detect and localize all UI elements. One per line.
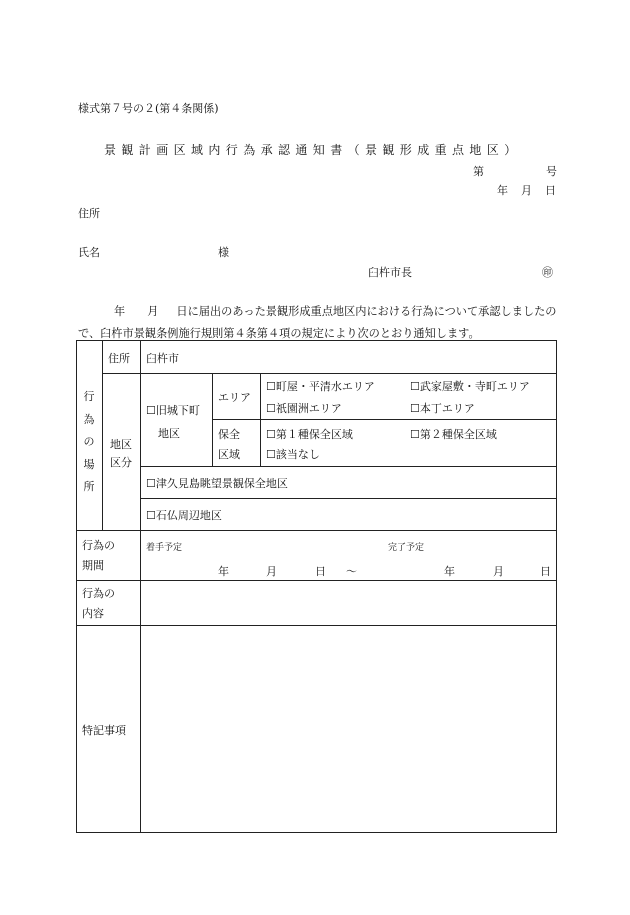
location-address-label: 住所	[108, 352, 130, 365]
end-year: 年	[444, 565, 455, 578]
issue-date-day: 日	[545, 184, 556, 197]
checkbox-icon[interactable]	[410, 402, 420, 415]
location-header-char: 為	[83, 412, 95, 426]
checkbox-icon[interactable]	[146, 509, 156, 522]
old-castle-label: 旧城下町	[155, 404, 200, 417]
checkbox-icon[interactable]	[146, 477, 156, 490]
sekibutsu-checkbox[interactable]	[146, 507, 222, 523]
start-day: 日	[315, 565, 326, 578]
district-label	[110, 436, 132, 472]
recipient-name-label: 氏名	[78, 246, 100, 259]
recipient-honorific: 様	[218, 246, 229, 259]
recipient-address-label: 住所	[78, 207, 100, 220]
preservation-option-1[interactable]	[266, 426, 353, 442]
notes-label: 特記事項	[82, 724, 126, 737]
start-label: 着手予定	[146, 543, 183, 553]
checkbox-icon[interactable]	[266, 428, 276, 441]
content-label	[82, 584, 115, 624]
preservation-option-2[interactable]	[410, 426, 497, 442]
area-option-bukeyashiki[interactable]	[410, 378, 530, 394]
grid-line	[140, 466, 557, 467]
grid-line	[102, 340, 103, 530]
area-option-label: 祇園洲エリア	[275, 402, 342, 415]
location-header-char: の	[83, 435, 95, 448]
tsukumi-label: 津久見島眺望景観保全地区	[155, 477, 288, 490]
old-castle-label-2: 地区	[158, 427, 180, 440]
period-tilde: ～	[346, 565, 357, 578]
end-month: 月	[493, 565, 504, 578]
preservation-label-line: 区域	[218, 448, 240, 461]
form-id: 様式第７号の２(第４条関係)	[78, 102, 219, 115]
start-year: 年	[218, 565, 229, 578]
area-option-gionsu[interactable]	[266, 400, 342, 416]
checkbox-icon[interactable]	[410, 428, 420, 441]
preservation-label-line: 保全	[218, 428, 240, 441]
preservation-option-label: 該当なし	[275, 448, 320, 461]
location-header-char: 場	[83, 457, 95, 471]
grid-line	[140, 498, 557, 499]
body-text: 日に届出のあった景観形成重点地区内における行為について承認しましたので、臼杵市景観条例施行規則第４条第４項の規定により次のとおり通知します。	[78, 305, 557, 340]
checkbox-icon[interactable]	[410, 380, 420, 393]
preservation-label	[218, 425, 240, 465]
grid-line	[76, 530, 557, 531]
area-option-label: 本丁エリア	[419, 402, 475, 415]
table-border-bottom	[76, 832, 557, 833]
document-title: 景観計画区域内行為承認通知書（景観形成重点地区）	[104, 143, 522, 157]
location-header-char: 所	[83, 480, 95, 493]
tsukumi-checkbox[interactable]	[146, 475, 288, 491]
period-label-line: 行為の	[82, 539, 115, 552]
location-header	[82, 386, 96, 499]
issuer-title: 臼杵市長	[368, 266, 412, 279]
preservation-option-none[interactable]	[266, 446, 320, 462]
table-border-right	[556, 340, 557, 833]
body-year: 年	[114, 305, 126, 318]
notes-field[interactable]	[141, 626, 555, 831]
table-border-left	[76, 340, 77, 833]
issue-date-month: 月	[521, 184, 532, 197]
start-month: 月	[266, 565, 277, 578]
number-suffix: 号	[546, 165, 557, 178]
checkbox-icon[interactable]	[266, 402, 276, 415]
seal-mark: ㊞	[542, 266, 553, 279]
body-month: 月	[147, 305, 159, 318]
period-label-line: 期間	[82, 559, 104, 572]
content-field[interactable]	[141, 581, 555, 624]
grid-line	[212, 419, 557, 420]
grid-line	[102, 373, 557, 374]
location-address-value: 臼杵市	[146, 352, 179, 365]
area-option-honcho[interactable]	[410, 400, 475, 416]
notice-body	[78, 301, 558, 345]
district-label-line: 区分	[110, 456, 132, 469]
old-castle-checkbox[interactable]	[146, 402, 200, 418]
checkbox-icon[interactable]	[146, 404, 156, 417]
area-label: エリア	[218, 391, 251, 404]
table-border-top	[76, 340, 557, 341]
end-label: 完了予定	[388, 543, 425, 553]
issue-date-year: 年	[497, 184, 508, 197]
period-label	[82, 536, 115, 576]
area-option-machiya[interactable]	[266, 378, 375, 394]
content-label-line: 行為の	[82, 587, 115, 600]
district-label-line: 地区	[110, 438, 132, 451]
preservation-option-label: 第１種保全区域	[275, 428, 353, 441]
area-option-label: 武家屋敷・寺町エリア	[419, 380, 530, 393]
number-prefix: 第	[473, 165, 484, 178]
content-label-line: 内容	[82, 607, 104, 620]
preservation-option-label: 第２種保全区域	[419, 428, 497, 441]
sekibutsu-label: 石仏周辺地区	[155, 509, 222, 522]
checkbox-icon[interactable]	[266, 448, 276, 461]
end-day: 日	[540, 565, 551, 578]
checkbox-icon[interactable]	[266, 380, 276, 393]
area-option-label: 町屋・平清水エリア	[275, 380, 375, 393]
location-header-char: 行	[83, 390, 95, 403]
